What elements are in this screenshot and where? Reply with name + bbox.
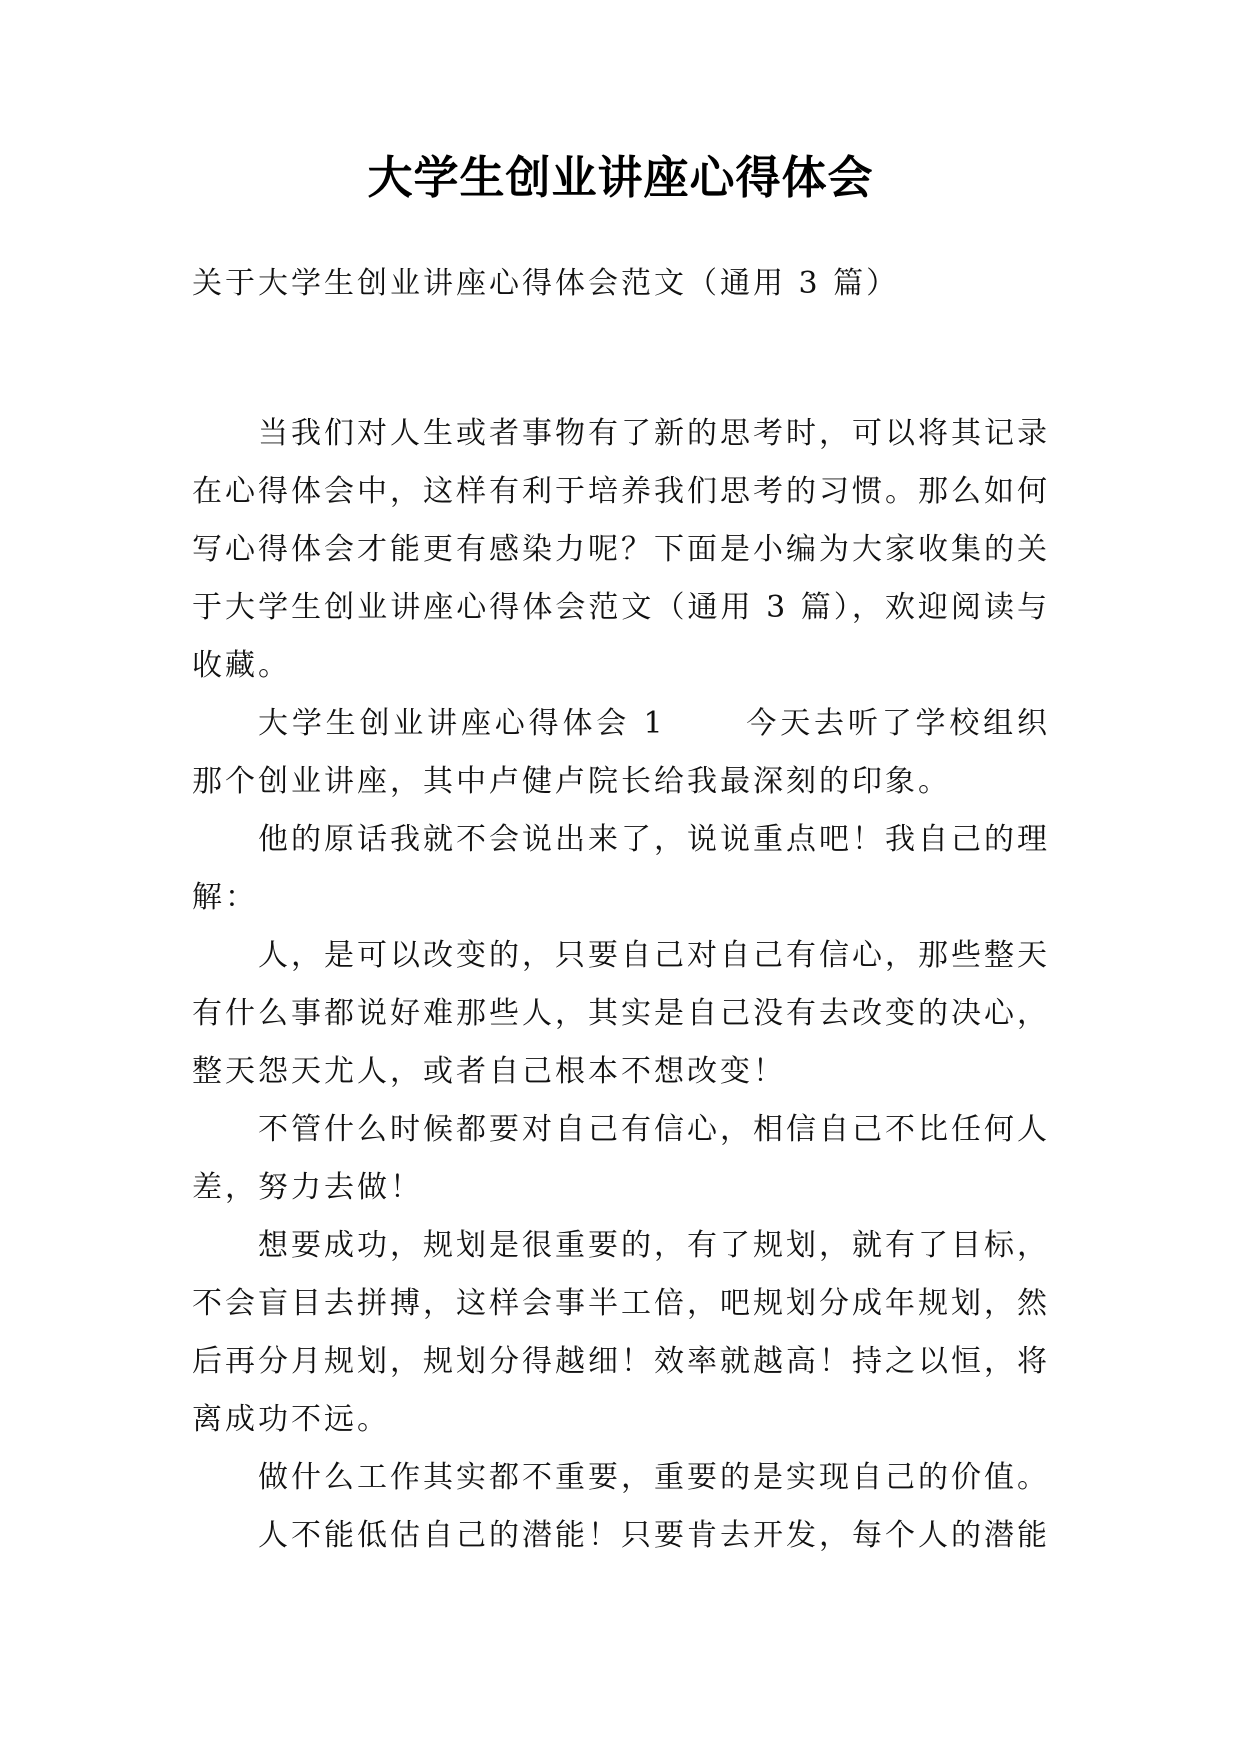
paragraph-understanding: 他的原话我就不会说出来了，说说重点吧！我自己的理解： [192,822,1050,915]
paragraph-confidence: 不管什么时候都要对自己有信心，相信自己不比任何人差，努力去做！ [192,1112,1050,1205]
document-subtitle: 关于大学生创业讲座心得体会范文（通用 3 篇） [192,266,900,301]
document-body [192,405,1050,1565]
section-heading: 大学生创业讲座心得体会 1 [258,706,666,741]
paragraph-planning: 想要成功，规划是很重要的，有了规划，就有了目标，不会盲目去拼搏，这样会事半工倍，吧规划分成年规划，然后再分月规划，规划分得越细！效率就越高！持之以恒，将离成功不远。 [192,1228,1050,1437]
section-text: 今天去听了学校组织那个创业讲座，其中卢健卢院长给我最深刻的印象。 [192,706,1051,799]
paragraph-intro: 当我们对人生或者事物有了新的思考时，可以将其记录在心得体会中，这样有利于培养我们思考的习惯。那么如何写心得体会才能更有感染力呢？下面是小编为大家收集的关于大学生创业讲座心得体会范文（通用 3 篇），欢迎阅读与收藏。 [192,416,1050,683]
document-title: 大学生创业讲座心得体会 [367,151,874,204]
paragraph-change: 人，是可以改变的，只要自己对自己有信心，那些整天有什么事都说好难那些人，其实是自己没有去改变的决心，整天怨天尤人，或者自己根本不想改变！ [192,938,1050,1089]
paragraph-potential: 人不能低估自己的潜能！只要肯去开发，每个人的潜能 [258,1518,1050,1553]
paragraph-value: 做什么工作其实都不重要，重要的是实现自己的价值。 [258,1460,1050,1495]
paragraph-section-1 [192,695,1050,811]
